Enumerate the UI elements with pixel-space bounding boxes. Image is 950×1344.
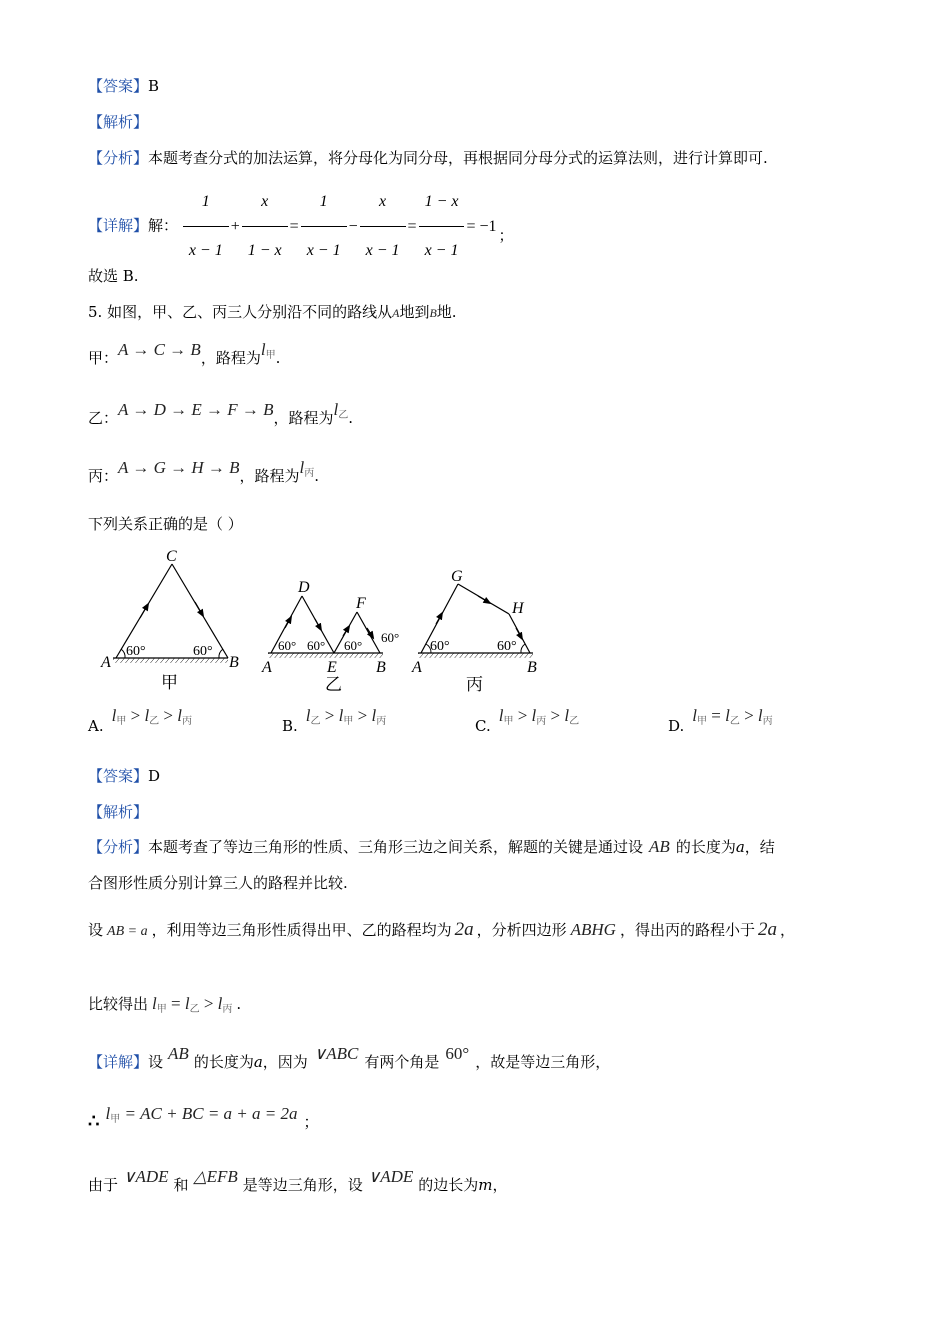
route-yi-sub: 乙 [338, 410, 349, 421]
fraction-1 [183, 180, 229, 273]
label-bing-a: A [412, 659, 422, 676]
option-c-l3: l [564, 706, 570, 725]
angle-jia-left: 60° [126, 644, 146, 659]
option-a[interactable] [88, 706, 192, 735]
route-yi-l: l [333, 400, 339, 419]
label-f: F [356, 595, 366, 612]
fraction-4-den: x − 1 [365, 242, 400, 259]
detail-line-1 [88, 180, 514, 273]
option-b[interactable] [282, 706, 387, 735]
compare-s1: 甲 [156, 1004, 167, 1015]
answer-label-2: 【答案】 [88, 767, 149, 785]
option-c-l2: l [531, 706, 537, 725]
label-d: D [298, 579, 310, 596]
fraction-4-num: x [360, 180, 406, 227]
detail-label: 【详解】 [88, 216, 149, 235]
option-a-l1: l [111, 706, 117, 725]
figure-yi [261, 579, 399, 694]
label-jia-a: A [101, 654, 111, 671]
option-a-s2: 乙 [149, 716, 160, 727]
option-a-op2: > [159, 706, 178, 725]
angle-bing-left: 60° [430, 639, 450, 654]
answer-line-2 [88, 766, 160, 786]
answer-line-1 [88, 76, 159, 96]
operator-plus: + [230, 217, 240, 235]
detail2-deg: 60° [445, 1044, 470, 1063]
set-t3: ，分析四边形 [476, 921, 567, 939]
set-t5: ， [779, 921, 795, 939]
fraction-5 [419, 180, 465, 273]
detail2-a: a [253, 1053, 263, 1071]
route-jia-label: 甲： [88, 349, 119, 367]
route-jia-path: A → C → B [118, 340, 201, 359]
fenxi-line-1 [88, 148, 768, 168]
fraction-2 [242, 180, 288, 273]
route-bing-end: . [314, 467, 320, 485]
compare-l2: l [184, 994, 190, 1013]
route-bing-text: ，路程为 [239, 467, 300, 485]
fenxi-label: 【分析】 [88, 149, 149, 167]
option-c-s3: 乙 [569, 716, 580, 727]
detail-line-2 [88, 1044, 611, 1072]
compare-s2: 乙 [189, 1004, 200, 1015]
set-v2: 2a [757, 919, 777, 940]
q5-point-a: A [392, 306, 400, 320]
fenxi2-a: a [735, 838, 745, 856]
arc-jia-left [121, 649, 125, 658]
last-tri3: ∨ADE [367, 1167, 414, 1186]
detail-prefix: 解： [148, 216, 179, 235]
option-a-s1: 甲 [116, 716, 127, 727]
option-b-s3: 丙 [376, 716, 387, 727]
analysis-label-2: 【解析】 [88, 803, 149, 821]
detail2-t2: 的长度为 [193, 1053, 254, 1071]
fenxi2-line2: 合图形性质分别计算三人的路程并比较. [88, 874, 348, 892]
caption-bing: 丙 [466, 675, 483, 694]
last-t2: 和 [173, 1176, 189, 1194]
analysis-label-1: 【解析】 [88, 113, 149, 131]
answer-value-2: D [148, 767, 161, 785]
q5-stem [88, 302, 457, 323]
detail2-tri: ∨ABC [313, 1044, 359, 1063]
therefore-eq: = AC + BC = a + a = 2a [120, 1104, 298, 1123]
detail2-t4: 有两个角是 [364, 1053, 440, 1071]
route-yi-path: A → D → E → F → B [118, 400, 274, 419]
angle-yi-1: 60° [278, 638, 297, 653]
label-e: E [327, 659, 337, 676]
option-d-l1: l [692, 706, 697, 725]
option-a-label: A. [88, 717, 104, 735]
option-b-l1: l [305, 706, 311, 725]
label-bing-b: B [527, 659, 537, 676]
q5-question: 下列关系正确的是（ ） [88, 515, 243, 533]
route-bing-sub: 丙 [304, 468, 315, 479]
set-v1: 2a [454, 919, 474, 940]
compare-line [88, 994, 241, 1020]
option-a-l2: l [144, 706, 150, 725]
therefore-end: ； [303, 1113, 319, 1131]
result-value: = −1 [466, 217, 497, 235]
route-jia [88, 340, 280, 366]
answer-value: B [148, 77, 160, 95]
option-d-l3: l [757, 706, 763, 725]
fenxi2-t2: 的长度为 [675, 838, 736, 856]
q5-stem-mid: 地到 [399, 303, 430, 321]
fraction-1-den: x − 1 [188, 242, 223, 259]
label-h: H [512, 600, 524, 617]
route-yi [88, 400, 353, 426]
option-c-s1: 甲 [503, 716, 514, 727]
angle-yi-3: 60° [344, 638, 363, 653]
option-a-s3: 丙 [182, 716, 192, 727]
option-c-label: C. [475, 717, 491, 735]
arrow-de [315, 619, 320, 628]
label-jia-b: B [229, 654, 239, 671]
option-d-s2: 乙 [729, 716, 740, 727]
compare-op2: > [199, 994, 218, 1013]
label-c: C [166, 548, 177, 565]
option-a-op1: > [126, 706, 145, 725]
arrow-ad [285, 619, 290, 628]
compare-t1: 比较得出 [88, 995, 149, 1013]
fenxi-line-2 [88, 837, 775, 857]
operator-equals-2: = [407, 217, 417, 235]
option-c-op2: > [546, 706, 565, 725]
option-b-l2: l [338, 706, 344, 725]
fraction-2-den: 1 − x [247, 242, 282, 259]
option-c[interactable] [475, 706, 580, 735]
last-t1: 由于 [88, 1176, 119, 1194]
arrow-ag [436, 615, 441, 624]
therefore-line [88, 1104, 319, 1138]
route-jia-l: l [260, 340, 266, 359]
option-c-l1: l [498, 706, 504, 725]
last-t3: 是等边三角形，设 [242, 1176, 363, 1194]
fenxi2-t1: 本题考查了等边三角形的性质、三角形三边之间关系，解题的关键是通过设 [148, 838, 644, 856]
option-d-s3: 丙 [762, 716, 773, 727]
option-b-label: B. [282, 717, 298, 735]
compare-l1: l [152, 994, 157, 1013]
label-yi-b: B [376, 659, 386, 676]
therefore-l: l [105, 1104, 111, 1123]
q5-stem-post: 地. [436, 303, 457, 321]
option-b-s1: 乙 [310, 716, 321, 727]
set-line [88, 920, 795, 942]
last-t4: 的边长为 [418, 1176, 479, 1194]
figure-jia [100, 548, 239, 692]
angle-jia-right: 60° [193, 644, 213, 659]
answer-label: 【答案】 [88, 77, 149, 95]
route-yi-label: 乙： [88, 409, 119, 427]
detail2-t3: ，因为 [262, 1053, 308, 1071]
figure-bing [411, 568, 537, 694]
route-jia-text: ，路程为 [200, 349, 261, 367]
set-eq: AB = a [107, 924, 148, 939]
q5-stem-pre: 5. 如图，甲、乙、丙三人分别沿不同的路线从 [88, 303, 393, 321]
arrow-ef [343, 628, 348, 636]
ground-yi [268, 653, 383, 658]
therefore-symbol: ∴ [88, 1111, 100, 1132]
fraction-3-num: 1 [301, 180, 347, 227]
set-t1: 设 [88, 921, 104, 939]
option-b-op1: > [320, 706, 339, 725]
last-tri2: △EFB [193, 1167, 238, 1186]
arrow-hb [516, 628, 521, 637]
option-b-l3: l [371, 706, 377, 725]
detail2-ab: AB [168, 1044, 189, 1063]
fenxi-label-2: 【分析】 [88, 838, 149, 856]
compare-l3: l [217, 994, 223, 1013]
arc-bing-right [521, 644, 525, 653]
fenxi2-ab: AB [649, 837, 670, 856]
compare-s3: 丙 [222, 1004, 233, 1015]
arrow-cb [195, 602, 202, 614]
route-bing [88, 458, 319, 484]
angle-bing-right: 60° [497, 639, 517, 654]
label-g: G [451, 568, 463, 585]
detail2-t5: ，故是等边三角形， [475, 1053, 611, 1071]
route-yi-text: ，路程为 [273, 409, 334, 427]
compare-op1: = [166, 994, 185, 1013]
option-a-l3: l [177, 706, 182, 725]
last-m: m [478, 1176, 493, 1194]
fraction-2-num: x [242, 180, 288, 227]
arrow-ac [140, 606, 147, 618]
therefore-sub: 甲 [110, 1114, 121, 1125]
label-yi-a: A [262, 659, 272, 676]
option-c-s2: 丙 [536, 716, 547, 727]
compare-end: . [236, 995, 242, 1013]
fraction-3 [301, 180, 347, 273]
option-c-op1: > [513, 706, 532, 725]
operator-minus: − [348, 217, 358, 235]
arrow-gh [478, 596, 488, 602]
last-line [88, 1167, 508, 1195]
route-jia-sub: 甲 [265, 350, 276, 361]
detail-end: ； [498, 226, 514, 245]
choose-line-1: 故选 B. [88, 267, 139, 285]
set-t4: ，得出丙的路程小于 [619, 921, 755, 939]
fenxi-text: 本题考查分式的加法运算，将分母化为同分母，再根据同分母分式的运算法则，进行计算即可. [148, 149, 768, 167]
option-d-s1: 甲 [697, 716, 707, 727]
fraction-5-den: x − 1 [424, 242, 459, 259]
option-d-op1: = [707, 706, 726, 725]
option-d-op2: > [739, 706, 758, 725]
option-b-op2: > [353, 706, 372, 725]
option-b-s2: 甲 [343, 716, 354, 727]
set-t2: ，利用等边三角形性质得出甲、乙的路程均为 [151, 921, 452, 939]
last-t5: ， [492, 1176, 508, 1194]
angle-yi-2: 60° [307, 638, 326, 653]
option-d[interactable] [668, 706, 773, 735]
route-bing-path: A → G → H → B [118, 458, 240, 477]
route-jia-end: . [275, 349, 281, 367]
q5-point-b: B [429, 306, 437, 320]
route-yi-end: . [348, 409, 354, 427]
fraction-1-num: 1 [183, 180, 229, 227]
fraction-3-den: x − 1 [306, 242, 341, 259]
set-quad: ABHG [570, 920, 616, 939]
fenxi2-t3: ，结 [744, 838, 775, 856]
fraction-5-num: 1 − x [419, 180, 465, 227]
route-bing-l: l [299, 458, 305, 477]
triangle-figure [0, 544, 950, 694]
route-bing-label: 丙： [88, 467, 119, 485]
detail-label-2: 【详解】 [88, 1053, 149, 1071]
last-tri1: ∨ADE [123, 1167, 169, 1186]
option-d-l2: l [725, 706, 730, 725]
arc-jia-right [219, 649, 223, 658]
angle-yi-4: 60° [381, 630, 400, 645]
fraction-4 [360, 180, 406, 273]
caption-jia: 甲 [161, 673, 178, 692]
option-d-label: D. [668, 717, 685, 735]
operator-equals: = [289, 217, 299, 235]
caption-yi: 乙 [325, 675, 342, 694]
detail2-t1: 设 [148, 1053, 164, 1071]
